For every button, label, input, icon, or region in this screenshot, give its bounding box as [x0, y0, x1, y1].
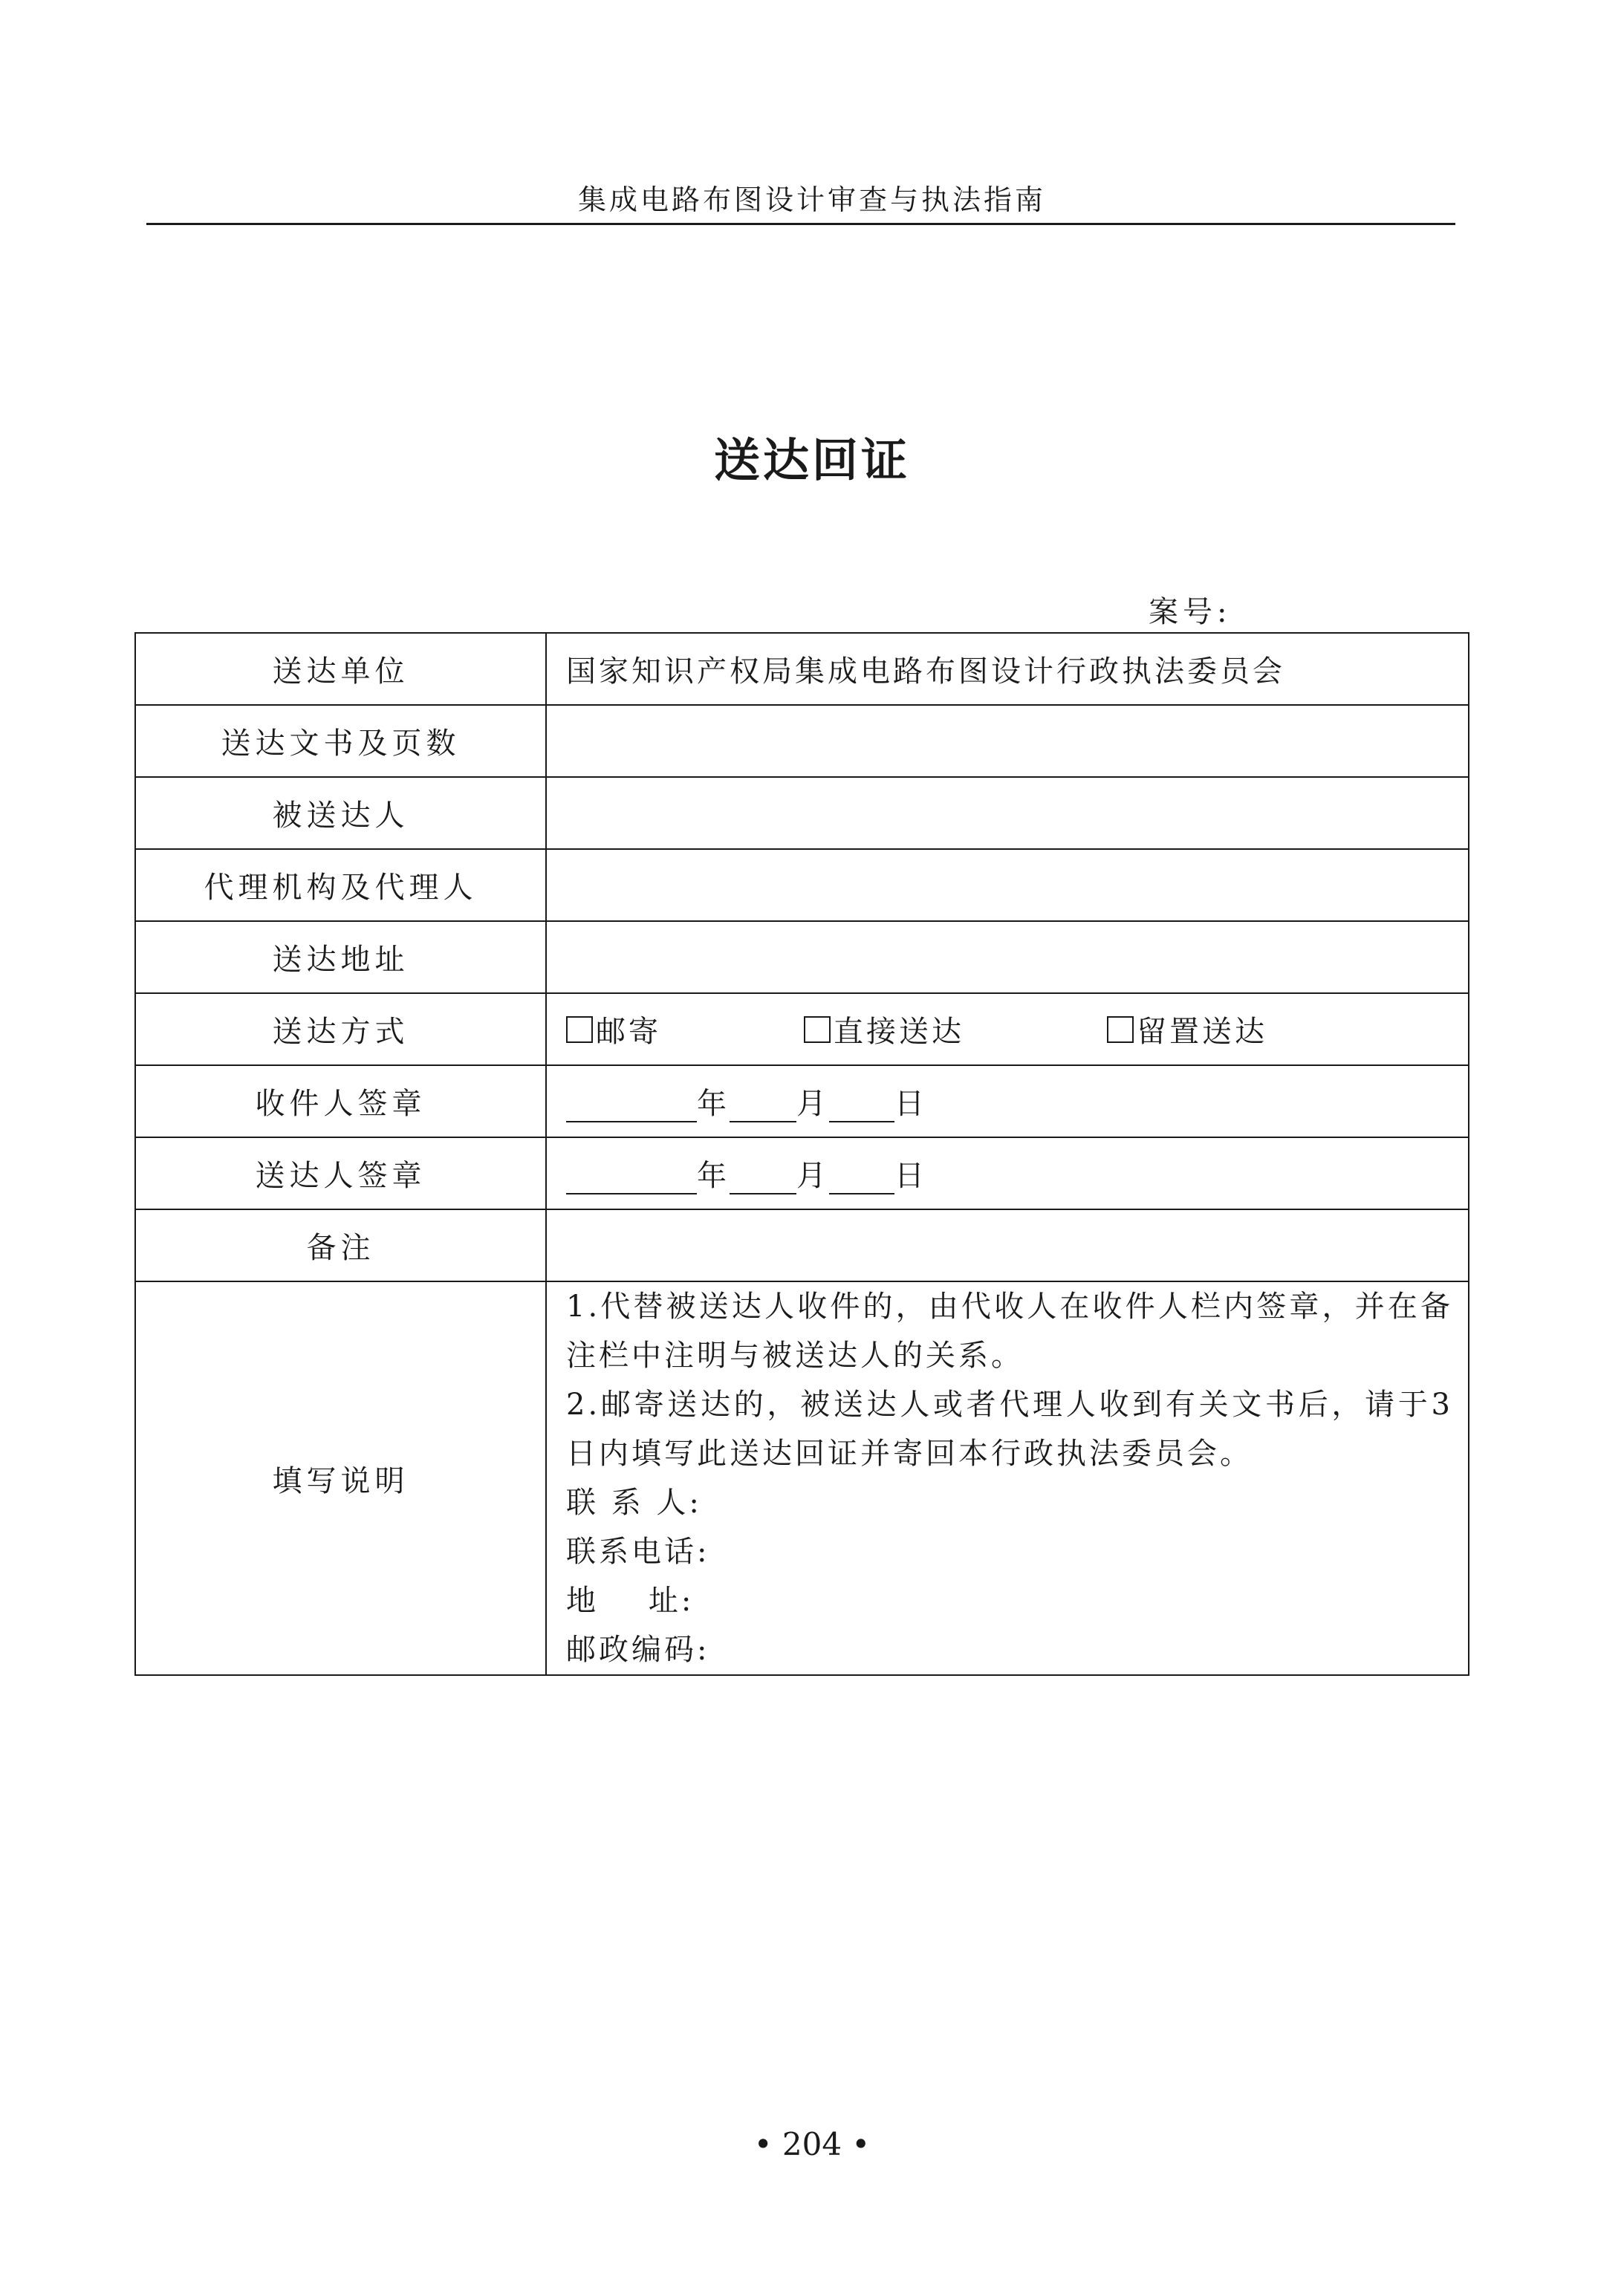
recipient-day-blank[interactable] — [829, 1091, 894, 1122]
year-unit: 年 — [697, 1087, 730, 1121]
checkbox-mail-label: 邮寄 — [596, 1015, 661, 1049]
row-label-sender-unit: 送达单位 — [135, 633, 546, 705]
row-label-recipient-signature: 收件人签章 — [135, 1065, 546, 1137]
table-row — [135, 921, 1469, 993]
recipient-month-blank[interactable] — [730, 1091, 796, 1122]
sender-year-blank[interactable] — [566, 1163, 697, 1194]
table-row — [135, 849, 1469, 921]
sender-signature-date — [546, 1137, 1469, 1209]
delivery-address-field[interactable] — [546, 921, 1469, 993]
sender-day-blank[interactable] — [829, 1163, 894, 1194]
sender-date-line — [566, 1152, 1453, 1194]
delivery-receipt-table — [134, 632, 1469, 1676]
table-row — [135, 705, 1469, 777]
recipient-field[interactable] — [546, 777, 1469, 849]
instructions-content — [546, 1281, 1469, 1675]
postcode-label: 邮政编码: — [566, 1633, 710, 1667]
contact-person-label: 联 系 人: — [566, 1486, 702, 1520]
row-label-delivery-method: 送达方式 — [135, 993, 546, 1065]
sender-unit-value: 国家知识产权局集成电路布图设计行政执法委员会 — [546, 633, 1469, 705]
row-label-delivery-address: 送达地址 — [135, 921, 546, 993]
delivery-method-group — [566, 1008, 1453, 1050]
month-unit: 月 — [796, 1087, 829, 1121]
remarks-field[interactable] — [546, 1209, 1469, 1281]
day-unit: 日 — [894, 1159, 927, 1193]
recipient-date-line — [566, 1080, 1453, 1122]
table-row — [135, 1209, 1469, 1281]
delivery-method-options — [546, 993, 1469, 1065]
sender-month-blank[interactable] — [730, 1163, 796, 1194]
year-unit: 年 — [697, 1159, 730, 1193]
row-label-documents-pages: 送达文书及页数 — [135, 705, 546, 777]
checkbox-mail-box[interactable] — [566, 1016, 593, 1043]
document-title: 送达回证 — [713, 433, 910, 487]
table-row — [135, 777, 1469, 849]
checkbox-direct[interactable] — [804, 1008, 1107, 1050]
table-row — [135, 1137, 1469, 1209]
table-row — [135, 1281, 1469, 1675]
table-row — [135, 993, 1469, 1065]
table-row — [135, 1065, 1469, 1137]
address-label: 地 址: — [566, 1584, 695, 1618]
checkbox-leave[interactable] — [1107, 1008, 1267, 1050]
checkbox-direct-label: 直接送达 — [834, 1015, 964, 1049]
month-unit: 月 — [796, 1159, 829, 1193]
recipient-signature-date — [546, 1065, 1469, 1137]
row-label-recipient: 被送达人 — [135, 777, 546, 849]
running-header: 集成电路布图设计审查与执法指南 — [577, 183, 1046, 216]
row-label-instructions: 填写说明 — [135, 1281, 546, 1675]
checkbox-mail[interactable] — [566, 1008, 804, 1050]
row-label-remarks: 备注 — [135, 1209, 546, 1281]
checkbox-leave-label: 留置送达 — [1137, 1015, 1267, 1049]
row-label-agency-agent: 代理机构及代理人 — [135, 849, 546, 921]
instruction-item-2: 2.邮寄送达的，被送达人或者代理人收到有关文书后，请于3日内填写此送达回证并寄回本行政执法委员会。 — [566, 1388, 1453, 1471]
checkbox-direct-box[interactable] — [804, 1016, 831, 1043]
page-number: • 204 • — [753, 2126, 871, 2162]
header-rule — [146, 223, 1455, 225]
documents-pages-field[interactable] — [546, 705, 1469, 777]
recipient-year-blank[interactable] — [566, 1091, 697, 1122]
instruction-item-1: 1.代替被送达人收件的，由代收人在收件人栏内签章，并在备注栏中注明与被送达人的关系。 — [566, 1290, 1453, 1373]
agency-agent-field[interactable] — [546, 849, 1469, 921]
day-unit: 日 — [894, 1087, 927, 1121]
checkbox-leave-box[interactable] — [1107, 1016, 1134, 1043]
case-number-label: 案号: — [1149, 595, 1232, 629]
row-label-sender-signature: 送达人签章 — [135, 1137, 546, 1209]
contact-phone-label: 联系电话: — [566, 1535, 710, 1569]
table-row — [135, 633, 1469, 705]
